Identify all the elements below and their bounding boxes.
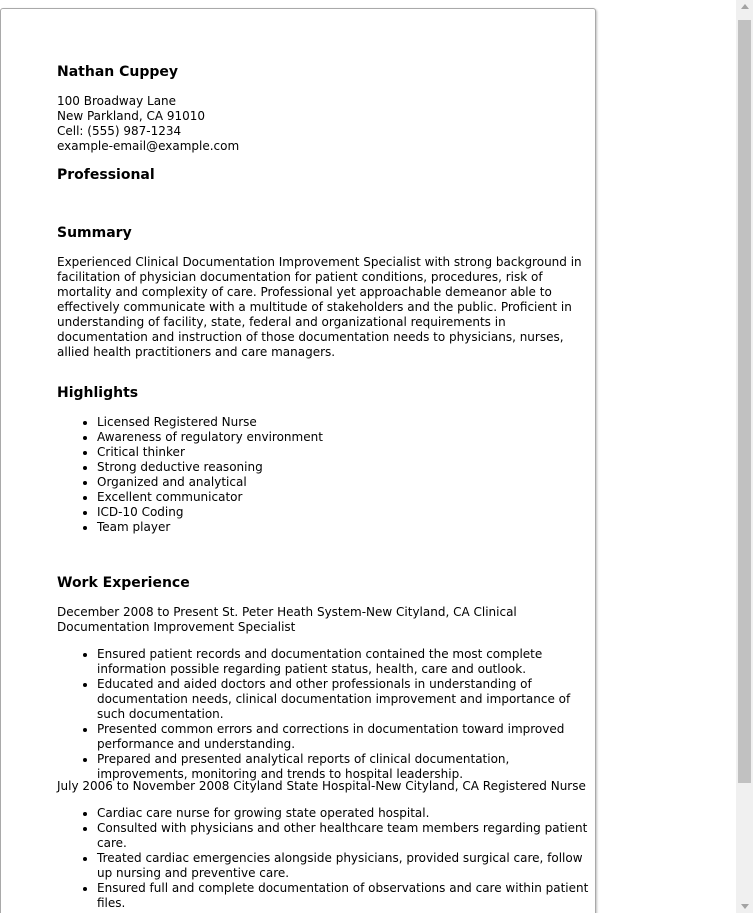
job-bullet-text: Ensured full and complete documentation of observations and care within patient files.: [97, 881, 589, 910]
list-item: [97, 460, 589, 475]
job-bullet-text: Treated cardiac emergencies alongside physicians, provided surgical care, follow up nursing and preventive care.: [97, 851, 583, 880]
list-item: [97, 881, 589, 911]
job-bullet-text: Cardiac care nurse for growing state operated hospital.: [97, 806, 430, 820]
work-experience-heading: Work Experience: [57, 575, 190, 591]
highlight-text: Strong deductive reasoning: [97, 460, 263, 474]
bullet-icon: [83, 812, 87, 816]
job-bullets: [57, 806, 589, 911]
list-item: [97, 505, 589, 520]
bullet-icon: [83, 653, 87, 657]
job-bullet-text: Ensured patient records and documentation contained the most complete information possible regarding patient status, health, care and outlook.: [97, 647, 543, 676]
highlights-list: [57, 415, 589, 535]
summary-heading: Summary: [57, 225, 132, 241]
job-bullets: [57, 647, 589, 782]
bullet-icon: [83, 496, 87, 500]
highlight-text: Team player: [97, 520, 171, 534]
contact-block: [57, 94, 239, 154]
list-item: [97, 520, 589, 535]
highlight-text: Critical thinker: [97, 445, 185, 459]
scroll-up-arrow-icon[interactable]: [741, 4, 749, 9]
resume-page: [0, 8, 596, 913]
highlight-text: Excellent communicator: [97, 490, 243, 504]
bullet-icon: [83, 526, 87, 530]
highlight-text: Licensed Registered Nurse: [97, 415, 257, 429]
summary-text: Experienced Clinical Documentation Improvement Specialist with strong background in facilitation of physician documentation for patient conditions, procedures, risk of mortality and complexity of care. Professional yet approachable demeanor able to effectively communicate with a multitude of stakeholders and the public. Proficient in understanding of facility, state, federal and organizational requirements in documentation and instruction of those documentation needs to physicians, nurses, allied health practitioners and care managers.: [57, 255, 582, 359]
job-bullet-text: Prepared and presented analytical reports of clinical documentation, improvements, monitoring and trends to hospital leadership.: [97, 752, 510, 781]
job-bullet-text: Educated and aided doctors and other professionals in understanding of documentation needs, clinical documentation improvement and importance of such documentation.: [97, 677, 571, 721]
bullet-icon: [83, 758, 87, 762]
contact-city: New Parkland, CA 91010: [57, 109, 206, 123]
bullet-icon: [83, 511, 87, 515]
list-item: [97, 851, 589, 881]
bullet-icon: [83, 887, 87, 891]
bullet-icon: [83, 827, 87, 831]
bullet-icon: [83, 683, 87, 687]
list-item: [97, 475, 589, 490]
list-item: [97, 490, 589, 505]
candidate-name: Nathan Cuppey: [57, 64, 179, 80]
bullet-icon: [83, 466, 87, 470]
bullet-icon: [83, 728, 87, 732]
list-item: [97, 821, 589, 851]
bullet-icon: [83, 436, 87, 440]
contact-email: example-email@example.com: [57, 139, 240, 153]
highlights-heading: Highlights: [57, 385, 139, 401]
job-bullet-text: Presented common errors and corrections in documentation toward improved performance and understanding.: [97, 722, 565, 751]
highlight-text: Awareness of regulatory environment: [97, 430, 323, 444]
scrollbar-thumb[interactable]: [738, 20, 751, 783]
bullet-icon: [83, 481, 87, 485]
list-item: [97, 445, 589, 460]
job-bullet-text: Consulted with physicians and other healthcare team members regarding patient care.: [97, 821, 588, 850]
scroll-down-arrow-icon[interactable]: [741, 904, 749, 909]
list-item: [97, 647, 589, 677]
contact-cell: Cell: (555) 987-1234: [57, 124, 182, 138]
highlight-text: ICD-10 Coding: [97, 505, 184, 519]
vertical-scrollbar[interactable]: [736, 0, 753, 913]
job-title-line: December 2008 to Present St. Peter Heath System-New Cityland, CA Clinical Documentation Improvement Specialist: [57, 605, 517, 634]
contact-address: 100 Broadway Lane: [57, 94, 177, 108]
list-item: [97, 722, 589, 752]
bullet-icon: [83, 421, 87, 425]
professional-heading: Professional: [57, 167, 155, 183]
list-item: [97, 677, 589, 722]
bullet-icon: [83, 451, 87, 455]
list-item: [97, 430, 589, 445]
job-title-line: July 2006 to November 2008 Cityland State Hospital-New Cityland, CA Registered Nurse: [57, 779, 586, 793]
bullet-icon: [83, 857, 87, 861]
list-item: [97, 752, 589, 782]
list-item: [97, 806, 589, 821]
highlight-text: Organized and analytical: [97, 475, 247, 489]
list-item: [97, 415, 589, 430]
